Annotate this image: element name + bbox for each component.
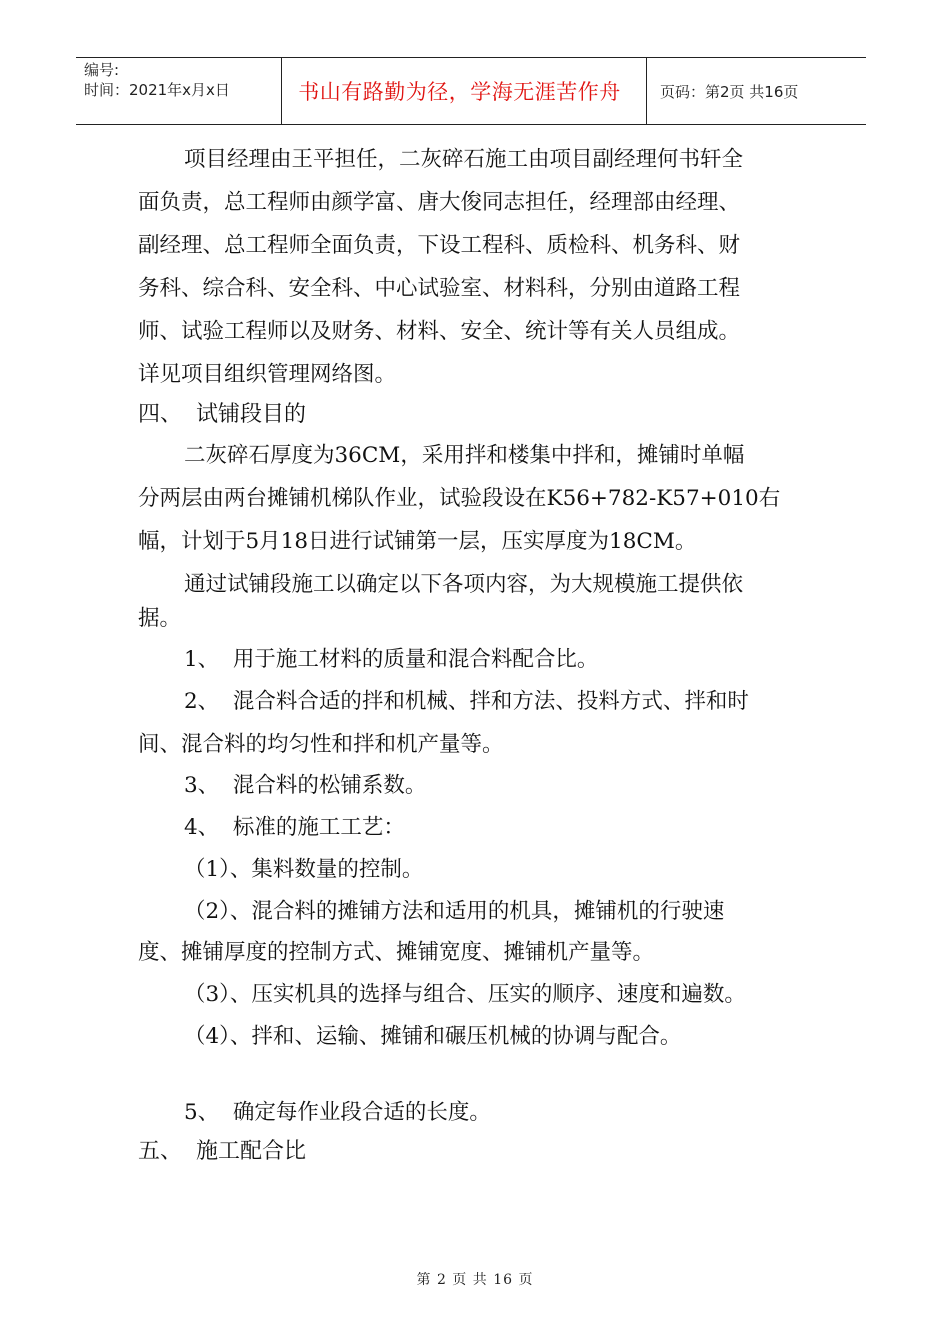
- sub-list-item: （1）、集料数量的控制。: [184, 857, 424, 882]
- paragraph-line: 师、试验工程师以及财务、材料、安全、统计等有关人员组成。: [138, 319, 741, 344]
- header-motto: 书山有路勤为径，学海无涯苦作舟: [298, 80, 621, 104]
- header-page-number: 页码：第2页 共16页: [660, 82, 799, 101]
- sub-list-item: （2）、混合料的摊铺方法和适用的机具，摊铺机的行驶速: [184, 899, 725, 924]
- section-heading: 五、 施工配合比: [138, 1139, 306, 1164]
- list-item: 2、 混合料合适的拌和机械、拌和方法、投料方式、拌和时: [184, 689, 749, 714]
- paragraph-line: 详见项目组织管理网络图。: [138, 362, 397, 387]
- list-item-continuation: 间、混合料的均匀性和拌和机产量等。: [138, 732, 504, 757]
- document-time-label: 时间：2021年x月x日: [84, 81, 230, 99]
- section-heading: 四、 试铺段目的: [138, 402, 306, 427]
- paragraph-line: 分两层由两台摊铺机梯队作业，试验段设在K56+782-K57+010右: [138, 486, 781, 511]
- page-header: [76, 57, 866, 125]
- paragraph-line: 项目经理由王平担任，二灰碎石施工由项目副经理何书轩全: [184, 147, 744, 172]
- paragraph-line: 副经理、总工程师全面负责，下设工程科、质检科、机务科、财: [138, 233, 741, 258]
- list-item: 3、 混合料的松铺系数。: [184, 773, 427, 798]
- header-divider: [646, 58, 647, 124]
- page-footer: 第 2 页 共 16 页: [416, 1272, 534, 1288]
- paragraph-line: 幅，计划于5月18日进行试铺第一层，压实厚度为18CM。: [138, 529, 697, 554]
- paragraph-line: 据。: [138, 606, 182, 631]
- paragraph-line: 务科、综合科、安全科、中心试验室、材料科，分别由道路工程: [138, 276, 741, 301]
- paragraph-line: 二灰碎石厚度为36CM，采用拌和楼集中拌和，摊铺时单幅: [184, 443, 745, 468]
- list-item: 4、 标准的施工工艺：: [184, 815, 405, 840]
- sub-list-item: （3）、压实机具的选择与组合、压实的顺序、速度和遍数。: [184, 982, 746, 1007]
- list-item: 1、 用于施工材料的质量和混合料配合比。: [184, 647, 599, 672]
- document-number-label: 编号:: [84, 61, 120, 79]
- list-item: 5、 确定每作业段合适的长度。: [184, 1100, 491, 1125]
- sub-list-item-continuation: 度、摊铺厚度的控制方式、摊铺宽度、摊铺机产量等。: [138, 940, 655, 965]
- paragraph-line: 面负责，总工程师由颜学富、唐大俊同志担任，经理部由经理、: [138, 190, 741, 215]
- paragraph-line: 通过试铺段施工以确定以下各项内容，为大规模施工提供依: [184, 572, 744, 597]
- header-meta: [84, 60, 230, 100]
- sub-list-item: （4）、拌和、运输、摊铺和碾压机械的协调与配合。: [184, 1024, 682, 1049]
